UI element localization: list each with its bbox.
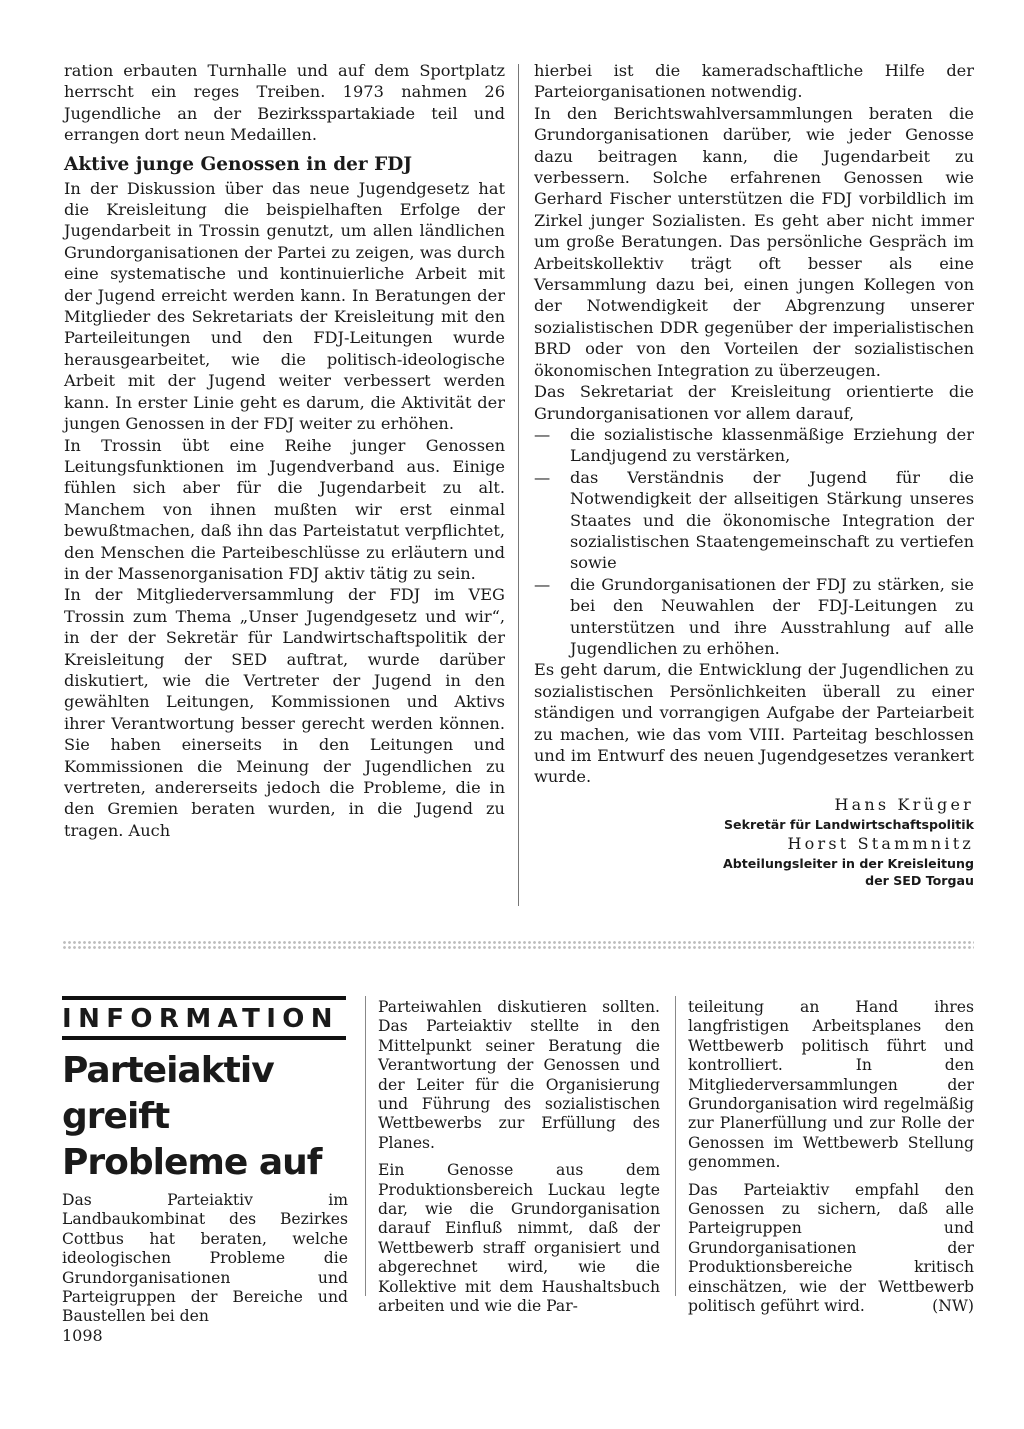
author-role: der SED Torgau: [865, 872, 974, 888]
article-paragraph: In Trossin übt eine Reihe junger Genossen Leitungsfunktionen im Jugendverband aus. Einige fühlen sich aber für die Jugendarbeit zu alt. Manchem von ihnen mußten wir erst einmal bewußtmachen, daß ihn das Parteistatut verpflichtet, den Menschen die Parteibeschlüsse zu erläutern und in der Massenorganisation FDJ aktiv tätig zu sein.: [64, 435, 505, 583]
article-paragraph: hierbei ist die kameradschaftliche Hilfe der Parteiorganisationen notwendig.: [534, 61, 974, 102]
article-left-column: [64, 60, 505, 841]
information-paragraph: Parteiwahlen diskutieren sollten. Das Parteiaktiv stellte in den Mittelpunkt seiner Beratung die Verantwortung der Genossen und der Leiter für die Organisierung und Führung des sozialistischen Wettbewerbs zur Erfüllung des Planes.: [378, 998, 660, 1152]
information-sentence: Das Parteiaktiv empfahl den Genossen zu sichern, daß alle Parteigruppen und Grundorganisationen der Produktionsbereiche kritisch einschätzen, wie der Wettbewerb politisch geführt wird.: [688, 1180, 974, 1316]
information-paragraph: teileitung an Hand ihres langfristigen Arbeitsplanes den Wettbewerb politisch führt und kontrolliert. In den Mitgliederversammlungen der Grundorganisation wird regelmäßig zur Planerfüllung und zur Rolle der Genossen im Wettbewerb Stellung genommen.: [688, 998, 974, 1172]
article-paragraph: Das Sekretariat der Kreisleitung orientierte die Grundorganisationen vor allem darauf,: [534, 382, 974, 423]
article-right-column: [534, 60, 974, 889]
article-paragraph: In den Berichtswahlversammlungen beraten die Grundorganisationen darüber, wie jeder Genosse dazu beitragen kann, die Jugendarbeit zu verbessern. Solche erfahrenen Genossen wie Gerhard Fischer unterstützen die FDJ vorbildlich im Zirkel junger Sozialisten. Es geht aber nicht immer um große Beratungen. Das persönliche Gespräch im Arbeitskollektiv trägt oft besser als eine Versammlung dazu bei, einen jungen Kollegen von der Notwendigkeit der Abgrenzung unserer sozialistischen DDR gegenüber der imperialistischen BRD oder von den Vorteilen der sozialistischen ökonomischen Integration zu überzeugen.: [534, 103, 974, 380]
signature-block: [534, 794, 974, 889]
section-separator: [62, 940, 974, 950]
author-name: Horst Stammnitz: [787, 833, 974, 853]
information-paragraph: [688, 1181, 974, 1317]
column-divider: [675, 996, 676, 1296]
information-label: INFORMATION: [62, 996, 346, 1040]
article-paragraph: ration erbauten Turnhalle und auf dem Sportplatz herrscht ein reges Treiben. 1973 nahmen 26 Jugendliche an der Bezirksspartakiade teil und errangen dort neun Medaillen.: [64, 61, 505, 145]
author-name: Hans Krüger: [834, 794, 974, 814]
author-role: Sekretär für Landwirtschaftspolitik: [723, 816, 974, 832]
column-divider: [365, 996, 366, 1296]
article-paragraph: In der Mitgliederversammlung der FDJ im VEG Trossin zum Thema „Unser Jugendgesetz und wir“, in der der Sekretär für Landwirtschaftspolitik der Kreisleitung der SED auftrat, wurde darüber diskutiert, wie die Vertreter der Jugend in den gewählten Leitungen, Kommissionen und Aktivs ihrer Verantwortung besser gerecht werden können. Sie haben einerseits in den Leitungen und Kommissionen die Meinung der Jugendlichen zu vertreten, andererseits jedoch die Probleme, die in den Gremien beraten wurden, in die Jugend zu tragen. Auch: [64, 585, 505, 840]
information-paragraph: Das Parteiaktiv im Landbaukombinat des Bezirkes Cottbus hat beraten, welche ideologischen Probleme die Grundorganisationen und Parteigruppen der Bereiche und Baustellen bei den: [62, 1191, 348, 1326]
information-paragraph: Ein Genosse aus dem Produktionsbereich Luckau legte dar, wie die Grundorganisation darauf Einfluß nimmt, daß der Wettbewerb straff organisiert und abgerechnet wird, wie die Kollektive mit dem Haushaltsbuch arbeiten und wie die Par-: [378, 1161, 660, 1316]
article-paragraph: In der Diskussion über das neue Jugendgesetz hat die Kreisleitung die beispielhaften Erfolge der Jugendarbeit in Trossin genutzt, um allen ländlichen Grundorganisationen der Partei zu zeigen, was durch eine systematische und kontinuierliche Arbeit mit der Jugend erreicht werden kann. In Beratungen der Mitglieder des Sekretariats der Kreisleitung mit den Parteileitungen und den FDJ-Leitungen wurde herausgearbeitet, wie die politisch-ideologische Arbeit mit der Jugend weiter verbessert werden kann. In erster Linie geht es darum, die Aktivität der jungen Genossen in der FDJ weiter zu erhöhen.: [64, 178, 505, 434]
list-item: — die sozialistische klassenmäßige Erziehung der Landjugend zu verstärken,: [534, 424, 974, 467]
page-number: 1098: [62, 1326, 103, 1345]
information-column-2: [378, 998, 660, 1317]
information-column-1: [62, 1191, 348, 1327]
title-line: Probleme auf: [62, 1142, 322, 1183]
title-line: greift: [62, 1096, 170, 1137]
list-item: — die Grundorganisationen der FDJ zu stärken, sie bei den Neuwahlen der FDJ-Leitungen zu unterstützen und ihre Ausstrahlung auf alle Jugendlichen zu erhöhen.: [534, 574, 974, 660]
column-divider: [518, 64, 519, 906]
article-subheading: Aktive junge Genossen in der FDJ: [64, 153, 413, 175]
article-paragraph: Es geht darum, die Entwicklung der Jugendlichen zu sozialistischen Persönlichkeiten überall zu einer ständigen und vorrangigen Aufgabe der Parteiarbeit zu machen, wie das vom VIII. Parteitag beschlossen und im Entwurf des neuen Jugendgesetzes verankert wurde.: [534, 660, 974, 787]
task-list: [534, 424, 974, 659]
title-line: Parteiaktiv: [62, 1050, 274, 1091]
information-title: [62, 1048, 352, 1186]
author-role: Abteilungsleiter in der Kreisleitung: [722, 855, 974, 871]
information-column-3: [688, 998, 974, 1317]
list-item: — das Verständnis der Jugend für die Notwendigkeit der allseitigen Stärkung unseres Staates und die ökonomische Integration der sozialistischen Staatengemeinschaft zu vertiefen sowie: [534, 467, 974, 574]
source-tag: (NW): [932, 1297, 974, 1316]
